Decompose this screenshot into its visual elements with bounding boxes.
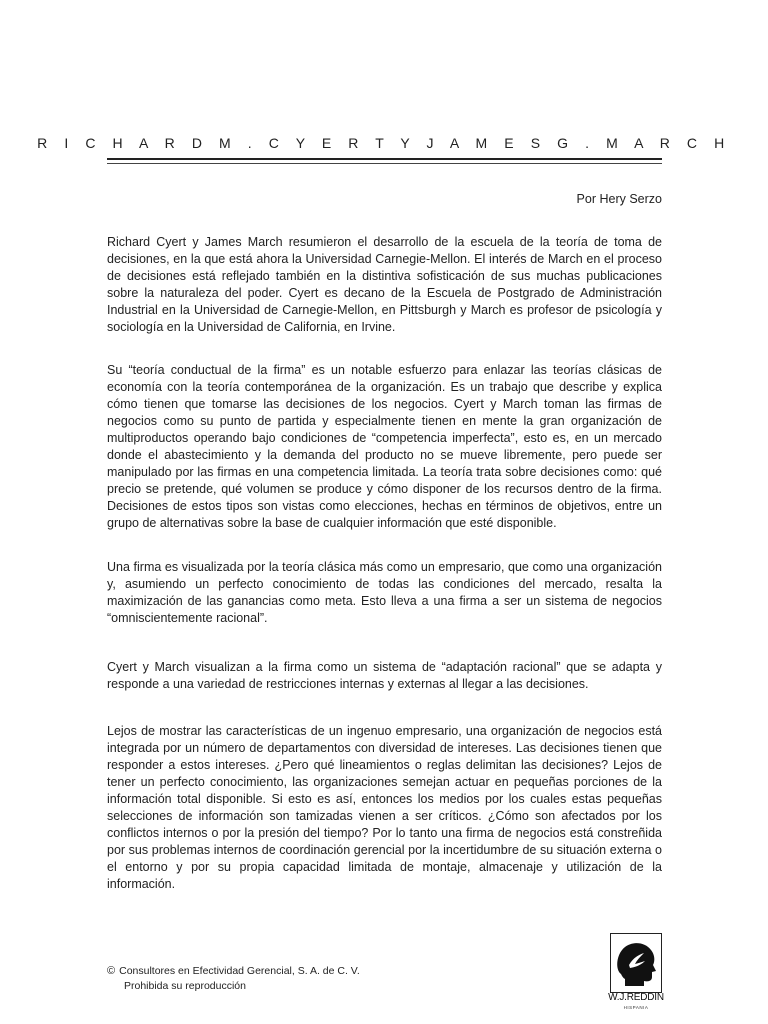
paragraph-1: Richard Cyert y James March resumieron el desarrollo de la escuela de la teoría de toma de decisiones, en la que está ahora la Universidad Carnegie-Mellon. El interés de March en el proceso de decisiones está reflejado también en la distintiva sofisticación de sus muchas publicaciones sobre la naturaleza del poder. Cyert es decano de la Escuela de Postgrado de Administración Industrial en la Universidad de Carnegie-Mellon, en Pittsburgh y March es profesor de psicología y sociología en la Universidad de California, en Irvine.: [107, 235, 662, 334]
footer-company: Consultores en Efectividad Gerencial, S. A. de C. V.: [119, 965, 360, 977]
paragraph-3: Una firma es visualizada por la teoría clásica más como un empresario, que como una organización y, asumiendo un perfecto conocimiento de todas las condiciones del mercado, resalta la maximización de las ganancias como meta. Esto lleva a una firma a ser un sistema de negocios “omniscientemente racional”.: [107, 560, 662, 625]
logo-subtitle: HISPANIA: [623, 1005, 649, 1010]
footer-notice: Prohibida su reproducción: [124, 980, 246, 992]
footer: [107, 964, 360, 994]
paragraph-5: Lejos de mostrar las características de un ingenuo empresario, una organización de negocios está integrada por un número de departamentos con diversidad de intereses. Las decisiones tienen que responder a estos intereses. ¿Pero qué lineamientos o reglas delimitan las decisiones? Lejos de tener un perfecto conocimiento, las organizaciones semejan actuar en pequeñas porciones de la información total disponible. Si esto es así, entonces los medios por los cuales estas pequeñas selecciones de información son tamizadas vienen a ser críticos. ¿Cómo son afectados por los conflictos internos o por la presión del tiempo? Por lo tanto una firma de negocios está constreñida por sus problemas internos de coordinación gerencial por la incertidumbre de su situación externa o el entorno y por su propia capacidad limitada de montaje, almacenaje y utilización de la información.: [107, 724, 662, 891]
paragraph-2: Su “teoría conductual de la firma” es un notable esfuerzo para enlazar las teorías clásicas de economía con la teoría contemporánea de la organización. Es un trabajo que describe y explica cómo tienen que tomarse las decisiones de los negocios. Cyert y March toman las firmas de negocios como su punto de partida y especialmente tienen en mente la gran organización de multiproductos operando bajo condiciones de “competencia imperfecta”, esto es, en un mercado donde el abastecimiento y la demanda del producto no se mueve libremente, pero puede ser manipulado por las firmas en una competencia limitada. La teoría trata sobre decisiones como: qué precio se pretende, qué volumen se produce y cómo disponer de los recursos dentro de la firma. Decisiones de estos tipos son vistas como elecciones, hechas en términos de objetivos, entre un grupo de alternativas sobre la base de cualquier información que esté disponible.: [107, 363, 662, 530]
copyright-icon: ©: [107, 965, 116, 977]
title-rule-thin: [107, 163, 662, 164]
paragraph-4: Cyert y March visualizan a la firma como un sistema de “adaptación racional” que se adapta y responde a una variedad de restricciones internas y externas al llegar a las decisiones.: [107, 660, 662, 691]
document-title: R I C H A R D M . C Y E R T Y J A M E S G . M A R C H: [37, 135, 731, 151]
logo-frame: [610, 933, 662, 993]
author-byline: Por Hery Serzo: [576, 192, 662, 206]
logo-name: W.J.REDDIN: [608, 992, 664, 1003]
reddin-logo: [610, 933, 662, 1013]
title-rule-thick: [107, 158, 662, 160]
head-profile-icon: [611, 934, 661, 992]
